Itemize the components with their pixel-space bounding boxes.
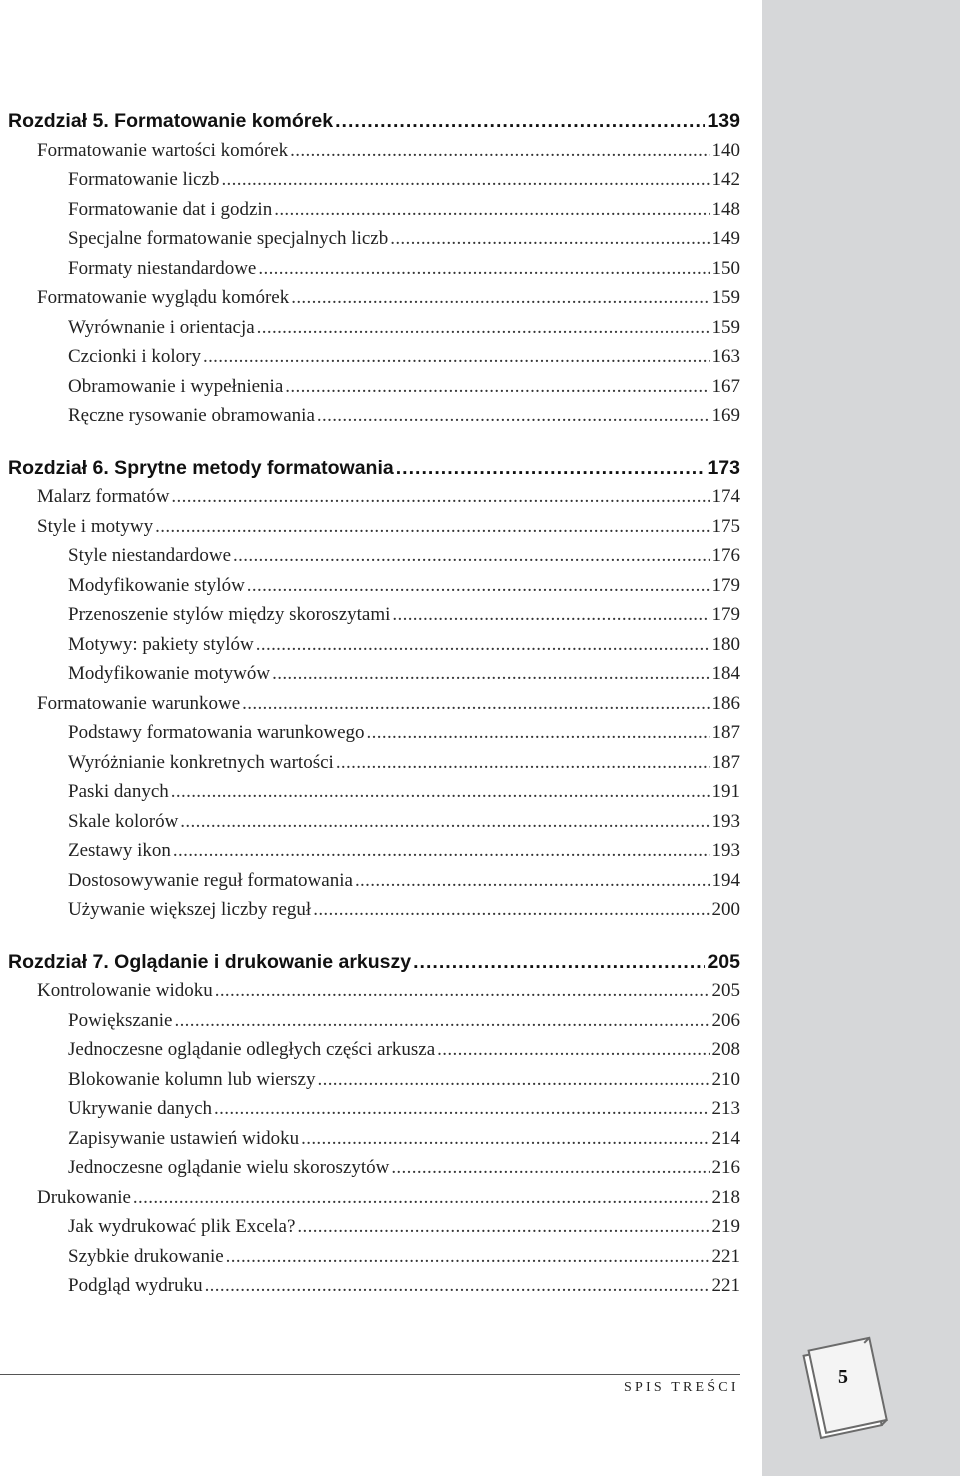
toc-entry-title: Formatowanie warunkowe bbox=[37, 692, 241, 714]
toc-entry-page: 200 bbox=[711, 899, 740, 920]
toc-entry-title: Motywy: pakiety stylów bbox=[68, 633, 254, 655]
toc-entry-title: Drukowanie bbox=[37, 1186, 131, 1208]
toc-entry-page: 174 bbox=[711, 486, 740, 507]
dot-leader bbox=[205, 1275, 710, 1297]
toc-subsection-entry bbox=[0, 1069, 740, 1099]
toc-subsection-entry bbox=[0, 258, 740, 288]
dot-leader bbox=[215, 980, 710, 1002]
toc-entry-page: 169 bbox=[711, 405, 740, 426]
dot-leader bbox=[203, 346, 710, 368]
dot-leader bbox=[171, 781, 710, 803]
toc-entry-title: Jednoczesne oglądanie odległych części arkusza bbox=[68, 1039, 436, 1060]
toc-entry-title: Malarz formatów bbox=[37, 486, 170, 507]
toc-entry-title: Przenoszenie stylów między skoroszytami bbox=[68, 604, 391, 625]
toc-entry-page: 149 bbox=[711, 228, 740, 249]
toc-entry-title: Używanie większej liczby reguł bbox=[68, 899, 312, 920]
toc-chapter-entry bbox=[0, 110, 740, 140]
toc-entry-title: Modyfikowanie stylów bbox=[68, 574, 245, 596]
toc-entry-title: Jak wydrukować plik Excela? bbox=[68, 1216, 296, 1237]
dot-leader bbox=[391, 1157, 709, 1179]
toc-entry-title: Specjalne formatowanie specjalnych liczb bbox=[68, 228, 389, 249]
toc-entry-page: 210 bbox=[711, 1068, 740, 1090]
toc-entry-title: Style niestandardowe bbox=[68, 545, 232, 566]
toc-entry-page: 139 bbox=[707, 110, 740, 132]
dot-leader bbox=[355, 870, 710, 892]
toc-entry-page: 140 bbox=[711, 139, 740, 161]
toc-entry-title: Jednoczesne oglądanie wielu skoroszytów bbox=[68, 1157, 390, 1178]
dot-leader bbox=[396, 457, 706, 480]
toc-entry-title: Skale kolorów bbox=[68, 810, 179, 832]
dot-leader bbox=[318, 1069, 710, 1091]
toc-entry-title: Ręczne rysowanie obramowania bbox=[68, 405, 315, 426]
toc-entry-page: 194 bbox=[711, 869, 740, 891]
toc-subsection-entry bbox=[0, 1098, 740, 1128]
dot-leader bbox=[226, 1246, 710, 1268]
toc-entry-page: 163 bbox=[711, 346, 740, 367]
toc-entry-page: 186 bbox=[711, 692, 740, 714]
dot-leader bbox=[285, 376, 709, 398]
toc-entry-page: 193 bbox=[711, 810, 740, 832]
running-footer-label: SPIS TREŚCI bbox=[624, 1380, 739, 1395]
dot-leader bbox=[171, 486, 709, 508]
toc-entry-title: Modyfikowanie motywów bbox=[68, 663, 271, 684]
dot-leader bbox=[256, 634, 710, 656]
toc-entry-page: 191 bbox=[711, 781, 740, 802]
dot-leader bbox=[272, 663, 709, 685]
toc-entry-page: 184 bbox=[711, 663, 740, 684]
toc-entry-title: Szybkie drukowanie bbox=[68, 1245, 224, 1267]
toc-subsection-entry bbox=[0, 346, 740, 376]
toc-chapter-entry bbox=[0, 951, 740, 981]
toc-subsection-entry bbox=[0, 1010, 740, 1040]
toc-subsection-entry bbox=[0, 870, 740, 900]
toc-subsection-entry bbox=[0, 317, 740, 347]
toc-section-entry bbox=[0, 486, 740, 516]
section-gap bbox=[0, 929, 740, 951]
toc-subsection-entry bbox=[0, 752, 740, 782]
dot-leader bbox=[413, 951, 705, 974]
toc-entry-title: Wyróżnianie konkretnych wartości bbox=[68, 751, 334, 773]
table-of-contents bbox=[0, 110, 740, 1305]
toc-entry-title: Rozdział 5. Formatowanie komórek bbox=[8, 110, 334, 132]
dot-leader bbox=[392, 604, 709, 626]
toc-entry-page: 159 bbox=[711, 316, 740, 338]
dot-leader bbox=[274, 199, 709, 221]
toc-section-entry bbox=[0, 693, 740, 723]
toc-entry-page: 179 bbox=[711, 574, 740, 596]
toc-entry-title: Czcionki i kolory bbox=[68, 346, 201, 367]
dot-leader bbox=[174, 1010, 709, 1032]
dot-leader bbox=[336, 752, 710, 774]
toc-entry-page: 216 bbox=[711, 1157, 740, 1178]
dot-leader bbox=[155, 516, 709, 538]
toc-subsection-entry bbox=[0, 899, 740, 929]
dot-leader bbox=[214, 1098, 709, 1120]
toc-entry-title: Formatowanie wartości komórek bbox=[37, 139, 289, 161]
dot-leader bbox=[390, 228, 709, 250]
toc-entry-title: Dostosowywanie reguł formatowania bbox=[68, 869, 353, 891]
toc-entry-page: 208 bbox=[711, 1039, 740, 1060]
toc-entry-title: Blokowanie kolumn lub wierszy bbox=[68, 1068, 316, 1090]
toc-entry-page: 205 bbox=[711, 980, 740, 1001]
dot-leader bbox=[290, 140, 709, 162]
dot-leader bbox=[221, 169, 709, 191]
toc-subsection-entry bbox=[0, 604, 740, 634]
toc-subsection-entry bbox=[0, 1157, 740, 1187]
dot-leader bbox=[367, 722, 710, 744]
toc-entry-page: 187 bbox=[711, 751, 740, 773]
toc-subsection-entry bbox=[0, 169, 740, 199]
dot-leader bbox=[257, 317, 710, 339]
toc-entry-page: 187 bbox=[711, 722, 740, 743]
dot-leader bbox=[291, 287, 709, 309]
toc-entry-title: Rozdział 7. Oglądanie i drukowanie arkuszy bbox=[8, 950, 412, 973]
toc-entry-page: 193 bbox=[711, 840, 740, 861]
toc-entry-page: 180 bbox=[711, 633, 740, 655]
toc-subsection-entry bbox=[0, 405, 740, 435]
toc-subsection-entry bbox=[0, 781, 740, 811]
toc-section-entry bbox=[0, 287, 740, 317]
toc-subsection-entry bbox=[0, 1128, 740, 1158]
toc-entry-title: Paski danych bbox=[68, 781, 169, 802]
toc-entry-page: 179 bbox=[711, 604, 740, 625]
toc-entry-page: 214 bbox=[711, 1127, 740, 1149]
dot-leader bbox=[301, 1128, 709, 1150]
dot-leader bbox=[313, 899, 709, 921]
section-gap bbox=[0, 435, 740, 457]
dot-leader bbox=[317, 405, 710, 427]
toc-chapter-entry bbox=[0, 457, 740, 487]
toc-subsection-entry bbox=[0, 1039, 740, 1069]
dot-leader bbox=[173, 840, 710, 862]
book-icon bbox=[800, 1334, 890, 1450]
toc-entry-page: 175 bbox=[711, 515, 740, 537]
toc-entry-title: Wyrównanie i orientacja bbox=[68, 316, 255, 338]
toc-subsection-entry bbox=[0, 1216, 740, 1246]
toc-entry-page: 150 bbox=[711, 257, 740, 279]
dot-leader bbox=[335, 110, 705, 133]
toc-subsection-entry bbox=[0, 1246, 740, 1276]
toc-section-entry bbox=[0, 980, 740, 1010]
dot-leader bbox=[247, 575, 710, 597]
toc-entry-title: Rozdział 6. Sprytne metody formatowania bbox=[8, 456, 394, 479]
toc-entry-page: 159 bbox=[711, 287, 740, 308]
page-number: 5 bbox=[838, 1366, 848, 1388]
dot-leader bbox=[437, 1039, 709, 1061]
dot-leader bbox=[180, 811, 709, 833]
toc-entry-page: 176 bbox=[711, 545, 740, 566]
toc-entry-page: 221 bbox=[711, 1275, 740, 1296]
dot-leader bbox=[133, 1187, 710, 1209]
toc-entry-title: Obramowanie i wypełnienia bbox=[68, 375, 284, 397]
dot-leader bbox=[258, 258, 709, 280]
toc-entry-title: Zestawy ikon bbox=[68, 840, 171, 861]
toc-entry-page: 148 bbox=[711, 198, 740, 220]
toc-entry-page: 213 bbox=[711, 1098, 740, 1119]
toc-entry-page: 173 bbox=[707, 456, 740, 479]
dot-leader bbox=[242, 693, 709, 715]
toc-subsection-entry bbox=[0, 634, 740, 664]
toc-subsection-entry bbox=[0, 228, 740, 258]
toc-section-entry bbox=[0, 1187, 740, 1217]
toc-entry-page: 167 bbox=[711, 375, 740, 397]
toc-subsection-entry bbox=[0, 575, 740, 605]
toc-subsection-entry bbox=[0, 811, 740, 841]
toc-entry-title: Style i motywy bbox=[37, 515, 154, 537]
toc-entry-title: Podstawy formatowania warunkowego bbox=[68, 722, 365, 743]
toc-entry-title: Powiększanie bbox=[68, 1009, 173, 1031]
dot-leader bbox=[233, 545, 709, 567]
toc-entry-page: 221 bbox=[711, 1245, 740, 1267]
toc-entry-page: 142 bbox=[711, 169, 740, 190]
toc-entry-title: Formaty niestandardowe bbox=[68, 257, 257, 279]
toc-subsection-entry bbox=[0, 376, 740, 406]
toc-section-entry bbox=[0, 140, 740, 170]
toc-subsection-entry bbox=[0, 199, 740, 229]
toc-section-entry bbox=[0, 516, 740, 546]
footer-rule bbox=[0, 1374, 740, 1375]
toc-entry-title: Formatowanie wyglądu komórek bbox=[37, 287, 290, 308]
toc-subsection-entry bbox=[0, 1275, 740, 1305]
toc-subsection-entry bbox=[0, 545, 740, 575]
toc-entry-title: Ukrywanie danych bbox=[68, 1098, 213, 1119]
dot-leader bbox=[297, 1216, 709, 1238]
toc-entry-title: Kontrolowanie widoku bbox=[37, 980, 213, 1001]
toc-subsection-entry bbox=[0, 840, 740, 870]
toc-entry-title: Formatowanie liczb bbox=[68, 169, 220, 190]
toc-subsection-entry bbox=[0, 722, 740, 752]
toc-subsection-entry bbox=[0, 663, 740, 693]
toc-entry-page: 205 bbox=[707, 950, 740, 973]
toc-entry-page: 206 bbox=[711, 1009, 740, 1031]
toc-entry-title: Podgląd wydruku bbox=[68, 1275, 203, 1296]
toc-entry-page: 218 bbox=[711, 1186, 740, 1208]
page-margin-band bbox=[762, 0, 960, 1476]
toc-entry-page: 219 bbox=[711, 1216, 740, 1237]
toc-entry-title: Zapisywanie ustawień widoku bbox=[68, 1127, 300, 1149]
toc-entry-title: Formatowanie dat i godzin bbox=[68, 198, 273, 220]
